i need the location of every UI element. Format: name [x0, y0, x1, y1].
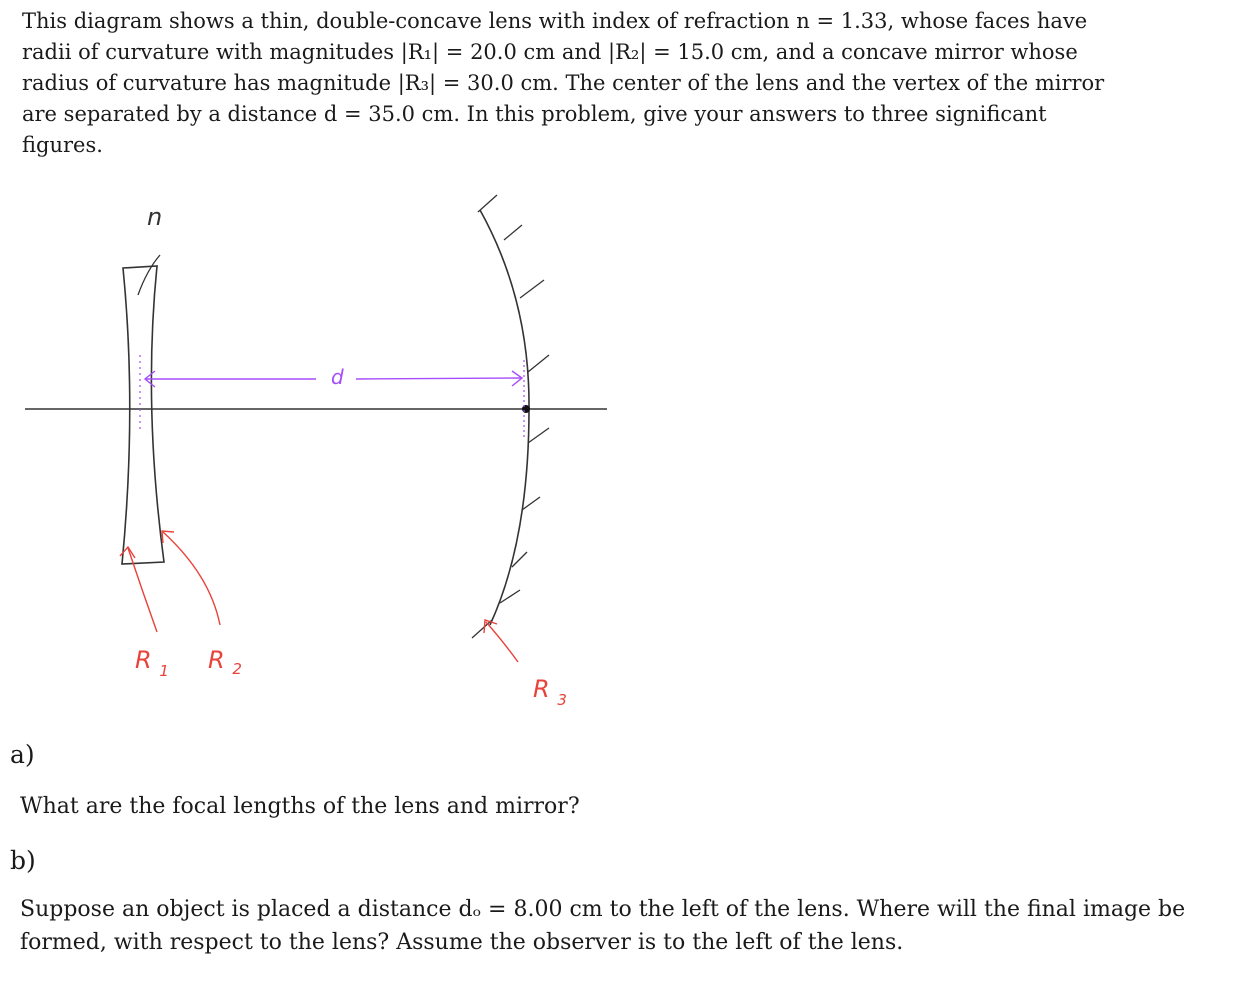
label-r3-main: R: [533, 675, 550, 703]
r1-pointer: [120, 547, 157, 632]
label-r2: [208, 646, 242, 678]
label-r2-sub: 2: [232, 660, 242, 678]
optics-diagram: [0, 180, 640, 720]
label-r1: [135, 646, 169, 680]
problem-intro: This diagram shows a thin, double-concave lens with index of refraction n = 1.33, whose faces have radii of curvature with magnitudes |R₁| = 20.0 cm and |R₂| = 15.0 cm, and a concave mirror whose radius of curvature has magnitude |R₃| = 30.0 cm. The center of the lens and the vertex of the mirror are separated by a distance d = 35.0 cm. In this problem, give your answers to three significant figures.: [22, 9, 1105, 157]
label-r1-sub: 1: [159, 662, 169, 680]
label-r2-main: R: [208, 646, 225, 674]
part-b-label: b): [10, 846, 36, 875]
label-n: n: [147, 203, 163, 231]
label-r1-main: R: [135, 646, 152, 674]
mirror-vertex-dot: [522, 405, 530, 413]
part-a-label: a): [10, 740, 35, 769]
concave-mirror: [480, 210, 529, 625]
part-b-question: Suppose an object is placed a distance dₒ = 8.00 cm to the left of the lens. Where will the final image be formed, with respect to the lens? Assume the observer is to the left of the lens.: [20, 897, 1186, 955]
concave-lens: [122, 266, 164, 564]
label-r3: [533, 675, 567, 709]
part-a-question: What are the focal lengths of the lens and mirror?: [20, 794, 580, 819]
r3-pointer: [484, 620, 518, 662]
label-d: d: [331, 365, 344, 389]
mirror-hatching: [472, 195, 549, 638]
label-r3-sub: 3: [557, 691, 567, 709]
r2-pointer: [162, 531, 220, 625]
